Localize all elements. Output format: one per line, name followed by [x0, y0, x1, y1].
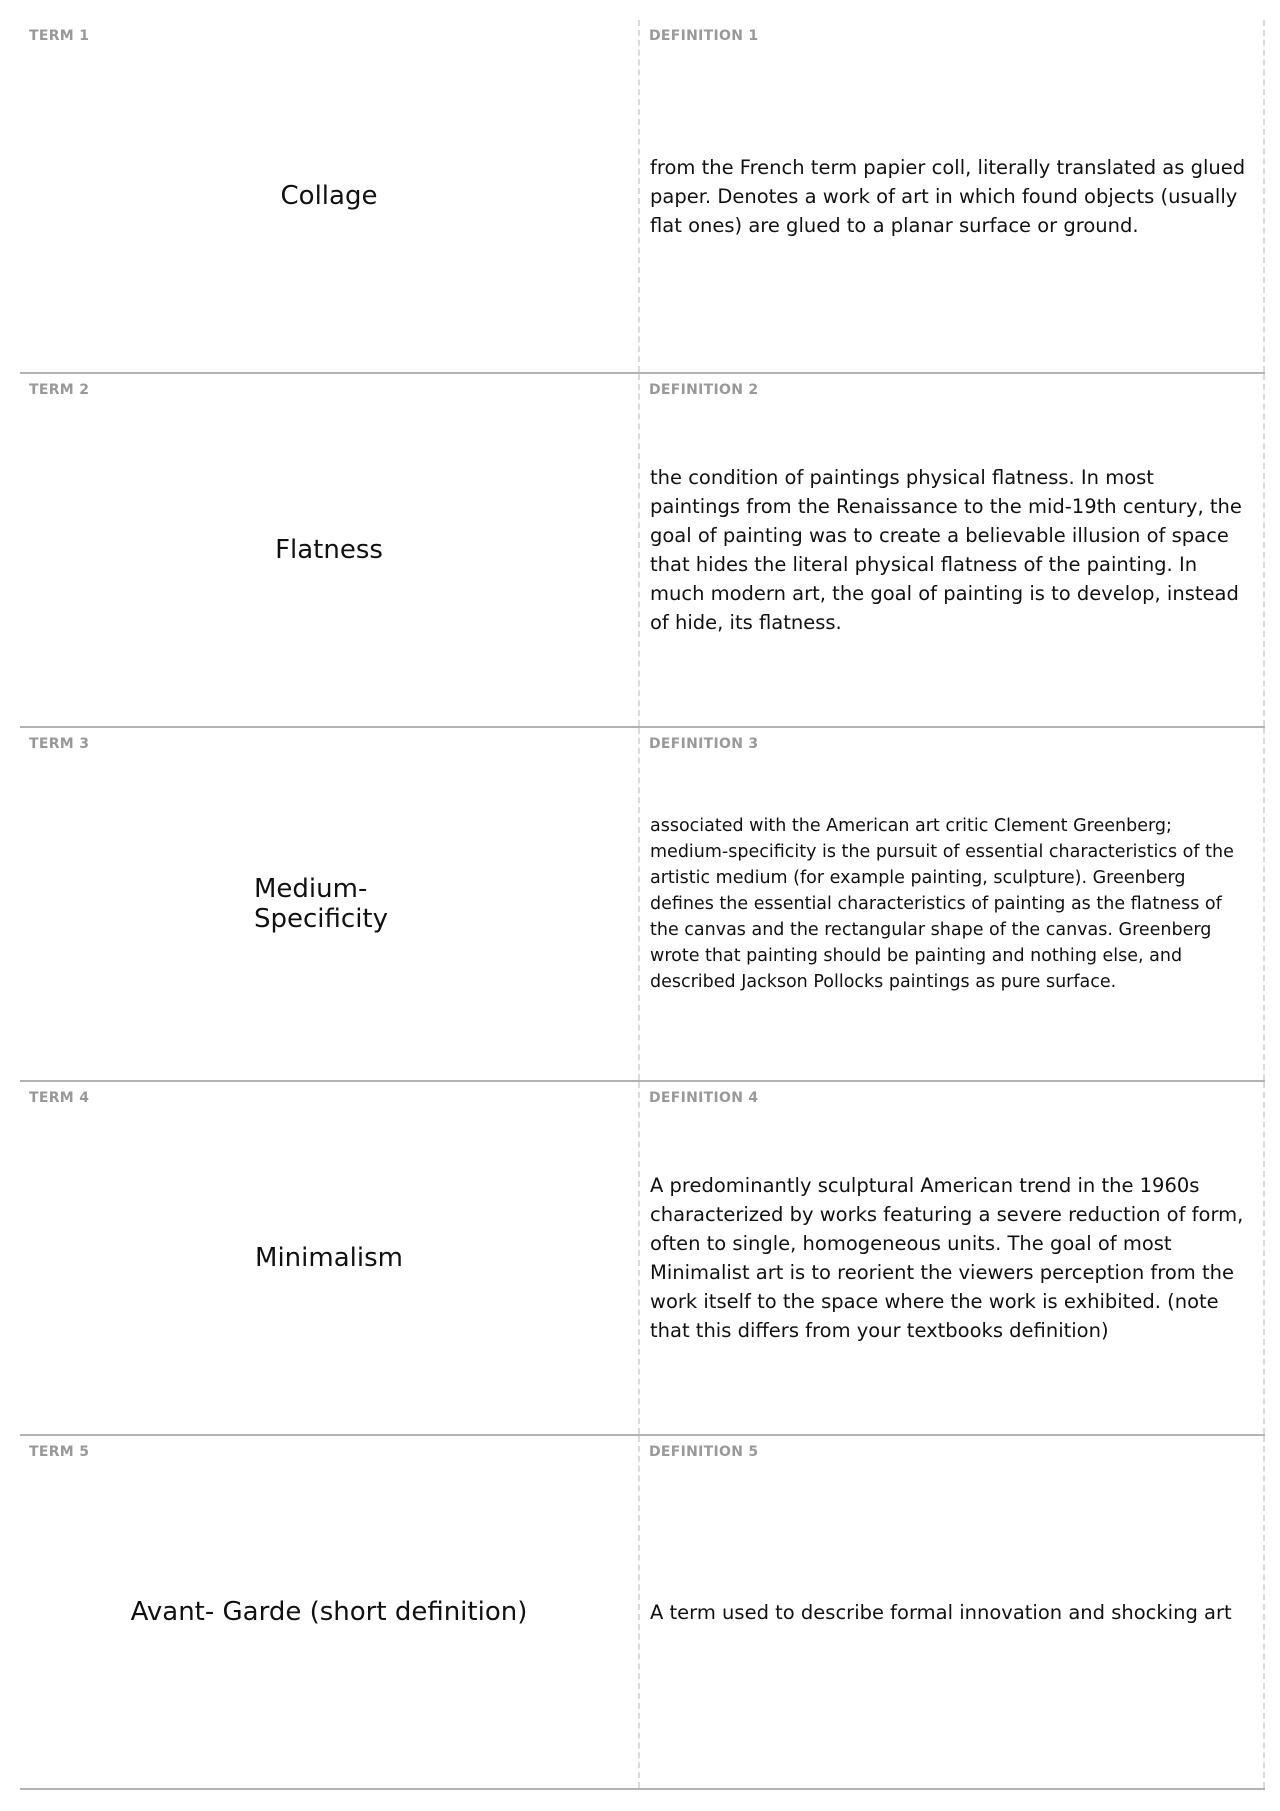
term-cell[interactable] [20, 1082, 640, 1434]
term-cell[interactable] [20, 20, 640, 372]
definition-text: A predominantly sculptural American trend in the 1960s characterized by works featuring a severe reduction of form, often to single, homogeneous units. The goal of most Minimalist art is to reorient the viewers perception from the work itself to the space where the work is exhibited. (note that this differs from your textbooks definition) [650, 1174, 1244, 1342]
definition-cell[interactable] [640, 20, 1265, 372]
flashcard-row [20, 374, 1265, 728]
term-text: Avant- Garde (short definition) [130, 1597, 528, 1627]
flashcard-row [20, 728, 1265, 1082]
flashcard-sheet [20, 20, 1265, 1790]
definition-label: DEFINITION 1 [649, 28, 759, 44]
definition-text: from the French term papier coll, literally translated as glued paper. Denotes a work of art in which found objects (usually flat ones) are glued to a planar surface or ground. [650, 155, 1246, 237]
flashcard-row [20, 1436, 1265, 1790]
definition-text: associated with the American art critic Clement Greenberg; medium-specificity is the pursuit of essential characteristics of the artistic medium (for example painting, sculpture). Greenberg defines the essential characteristics of painting as the flatness of the canvas and the rectangular shape of the canvas. Greenberg wrote that painting should be painting and nothing else, and described Jackson Pollocks paintings as pure surface. [650, 816, 1234, 992]
term-cell[interactable] [20, 374, 640, 726]
term-label: TERM 3 [29, 736, 90, 752]
definition-cell[interactable] [640, 374, 1265, 726]
term-label: TERM 5 [29, 1444, 90, 1460]
term-label: TERM 2 [29, 382, 90, 398]
definition-label: DEFINITION 3 [649, 736, 759, 752]
flashcard-row [20, 1082, 1265, 1436]
definition-label: DEFINITION 2 [649, 382, 759, 398]
definition-cell[interactable] [640, 1436, 1265, 1788]
flashcard-row [20, 20, 1265, 374]
term-label: TERM 1 [29, 28, 90, 44]
definition-text: the condition of paintings physical flatness. In most paintings from the Renaissance to the mid-19th century, the goal of painting was to create a believable illusion of space that hides the literal physical flatness of the painting. In much modern art, the goal of painting is to develop, instead of hide, its flatness. [650, 466, 1242, 634]
definition-label: DEFINITION 5 [649, 1444, 759, 1460]
definition-text: A term used to describe formal innovation and shocking art [650, 1600, 1232, 1624]
definition-cell[interactable] [640, 728, 1265, 1080]
term-text: Minimalism [255, 1243, 403, 1273]
term-label: TERM 4 [29, 1090, 90, 1106]
term-cell[interactable] [20, 1436, 640, 1788]
definition-label: DEFINITION 4 [649, 1090, 759, 1106]
term-text: Medium-Specificity [254, 874, 388, 934]
term-text: Flatness [275, 535, 383, 565]
term-text: Collage [280, 181, 378, 211]
term-cell[interactable] [20, 728, 640, 1080]
definition-cell[interactable] [640, 1082, 1265, 1434]
